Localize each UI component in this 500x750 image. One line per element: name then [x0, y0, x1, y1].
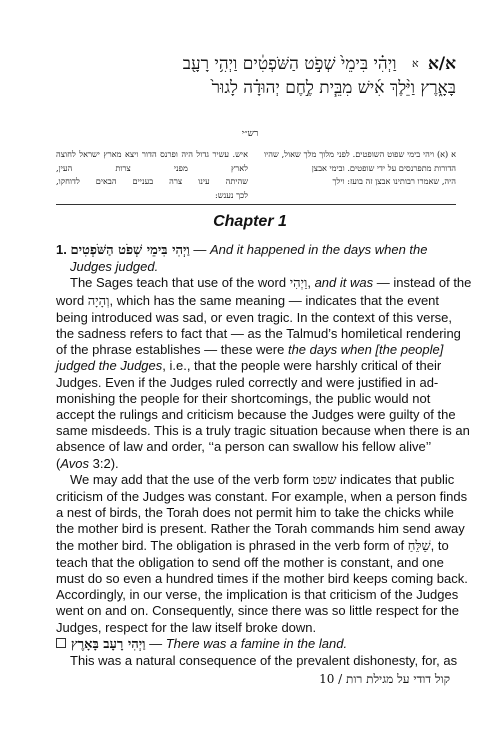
body-line: accept the rulings and criticism because the Judges were guilty of the: [56, 407, 456, 423]
text: of the phrase establishes — these were: [56, 342, 288, 358]
body-line: same misdeeds. This is a truly tragic situation because when there is an: [56, 423, 470, 439]
body-line: monishing the people for their shortcomings, the public would not: [56, 390, 431, 406]
text: We may add that the use of the verb form: [70, 471, 313, 487]
hebrew-word: שפט: [312, 472, 337, 488]
verse-line-1: [56, 52, 456, 76]
body-line: [56, 275, 472, 292]
body-line: Accordingly, in our verse, the implication is that criticism of the Judges: [56, 587, 459, 603]
verse-block: [56, 52, 456, 100]
body-line: went on and on. Consequently, since there was so little respect for the: [56, 603, 459, 619]
body-line: criticism of the Judges was constant. For example, when a person finds: [56, 489, 468, 505]
dash: —: [145, 635, 166, 651]
body-line: must do so even a hundred times if the mother bird keeps coming back.: [56, 571, 468, 587]
lemma-hebrew: וַיְהִי רָעָב בָּאָרֶץ: [71, 636, 146, 652]
italic-text: the days when [the people]: [287, 342, 444, 358]
rashi-right-text: א (א) ויהי בימי שפוט השופטים. לפני מלוך מלך שאול, שהיו הדורות מתפרנסים על ידי שופטים. ובימי אבצן: [264, 149, 456, 173]
hebrew-word: וְהָיָה: [87, 293, 110, 309]
verse-line-2: בָּאָ֑רֶץ וַיֵּ֨לֶךְ אִ֜ישׁ מִבֵּ֧ית לֶ֣חֶם יְהוּדָ֗ה לָגוּר֙: [211, 78, 456, 98]
body-line: the sadness refers to fact that — as the Talmud’s homiletical rendering: [56, 326, 461, 342]
lemma-translation: And it happened in the days when the: [209, 242, 428, 257]
paragraph-1-line: [56, 242, 456, 259]
lemma-line: [56, 636, 456, 653]
text: word: [56, 292, 88, 308]
divider-rule: [56, 204, 456, 205]
paragraph-number: 1.: [56, 242, 67, 257]
page-footer: 10 / קול דודי על מגילת רות: [319, 672, 450, 686]
body-line: [56, 293, 456, 310]
body-line: Judges. Even if the Judges ruled correctly and were justified in ad-: [56, 374, 439, 390]
text: , which has the same meaning — indicates that the event: [109, 292, 440, 308]
lemma-translation-cont: Judges judged.: [70, 259, 159, 275]
rashi-left-text-2: שהיתה עינו צרה בעניים הבאים לדוחקו,: [56, 176, 248, 186]
rashi-left-text: איש. עשיר גדול היה ופרנס הדור ויצא מארץ ישראל לחוצה לארץ מפני צרות העין,: [56, 149, 248, 173]
text: — instead of the: [373, 275, 472, 291]
text: (: [56, 455, 61, 471]
chapter-title: Chapter 1: [213, 213, 287, 230]
text: The Sages teach that use of the word: [70, 275, 290, 291]
body-line: [56, 472, 456, 489]
hebrew-word: שַׁלֵּחַ: [407, 538, 431, 554]
body-line: being introduced was sad, or even tragic. In the context of this verse,: [56, 309, 452, 325]
text: , to: [430, 537, 449, 553]
lemma-hebrew: וַיְהִי בִּימֵי שְׁפֹט הַשֹּׁפְטִים: [70, 243, 190, 258]
hebrew-word: וַיְהִי: [289, 276, 308, 292]
rashi-column-left: [56, 148, 248, 202]
verse-text-1: וַיְהִ֗י בִּימֵי֙ שְׁפֹ֣ט הַשֹּׁפְטִ֔ים וַיְהִ֥י רָעָ֖ב: [182, 54, 397, 74]
body-line: the mother bird is present. Rather the Torah commands him send away: [56, 521, 465, 537]
text: , i.e., that the people were harshly critical of their: [162, 358, 442, 374]
lemma-translation: There was a famine in the land.: [165, 635, 348, 651]
text: 3:2).: [89, 455, 119, 471]
text: ,: [307, 275, 315, 291]
rashi-column-right: [264, 148, 456, 202]
body-line: [56, 358, 456, 374]
dash: —: [189, 242, 210, 257]
italic-text: and it was: [314, 275, 374, 291]
verse-reference: א/א: [427, 54, 456, 74]
body-line: This was a natural consequence of the prevalent dishonesty, for, as: [70, 653, 458, 669]
body-line: [56, 456, 456, 472]
italic-text: Avos: [60, 455, 90, 471]
body-line: Judges, respect for the law itself broke down.: [56, 619, 317, 635]
verse-letter: א: [411, 57, 419, 70]
italic-text: judged the Judges: [56, 358, 163, 374]
rashi-commentary: [56, 148, 456, 202]
rashi-title: רש״י: [241, 129, 259, 139]
body-line: absence of law and order, ‘‘a person can swallow his fellow alive’’: [56, 439, 432, 455]
commentary-body: [56, 242, 472, 669]
body-line: a nest of birds, the Torah does not permit him to take the chicks while: [56, 505, 454, 521]
text: indicates that public: [336, 471, 455, 487]
text: the mother bird. The obligation is phrased in the verb form of: [56, 537, 408, 553]
body-line: [56, 342, 456, 358]
rashi-right-text-end: היה, שאמרו רבותינו אבצן זה בועז: וילך: [332, 176, 456, 186]
rashi-left-text-3: לכך נענש:: [215, 189, 248, 200]
body-line: [56, 538, 456, 555]
body-line: teach that the obligation to send off the mother is constant, and one: [56, 554, 444, 570]
square-bullet-icon: [56, 638, 66, 648]
